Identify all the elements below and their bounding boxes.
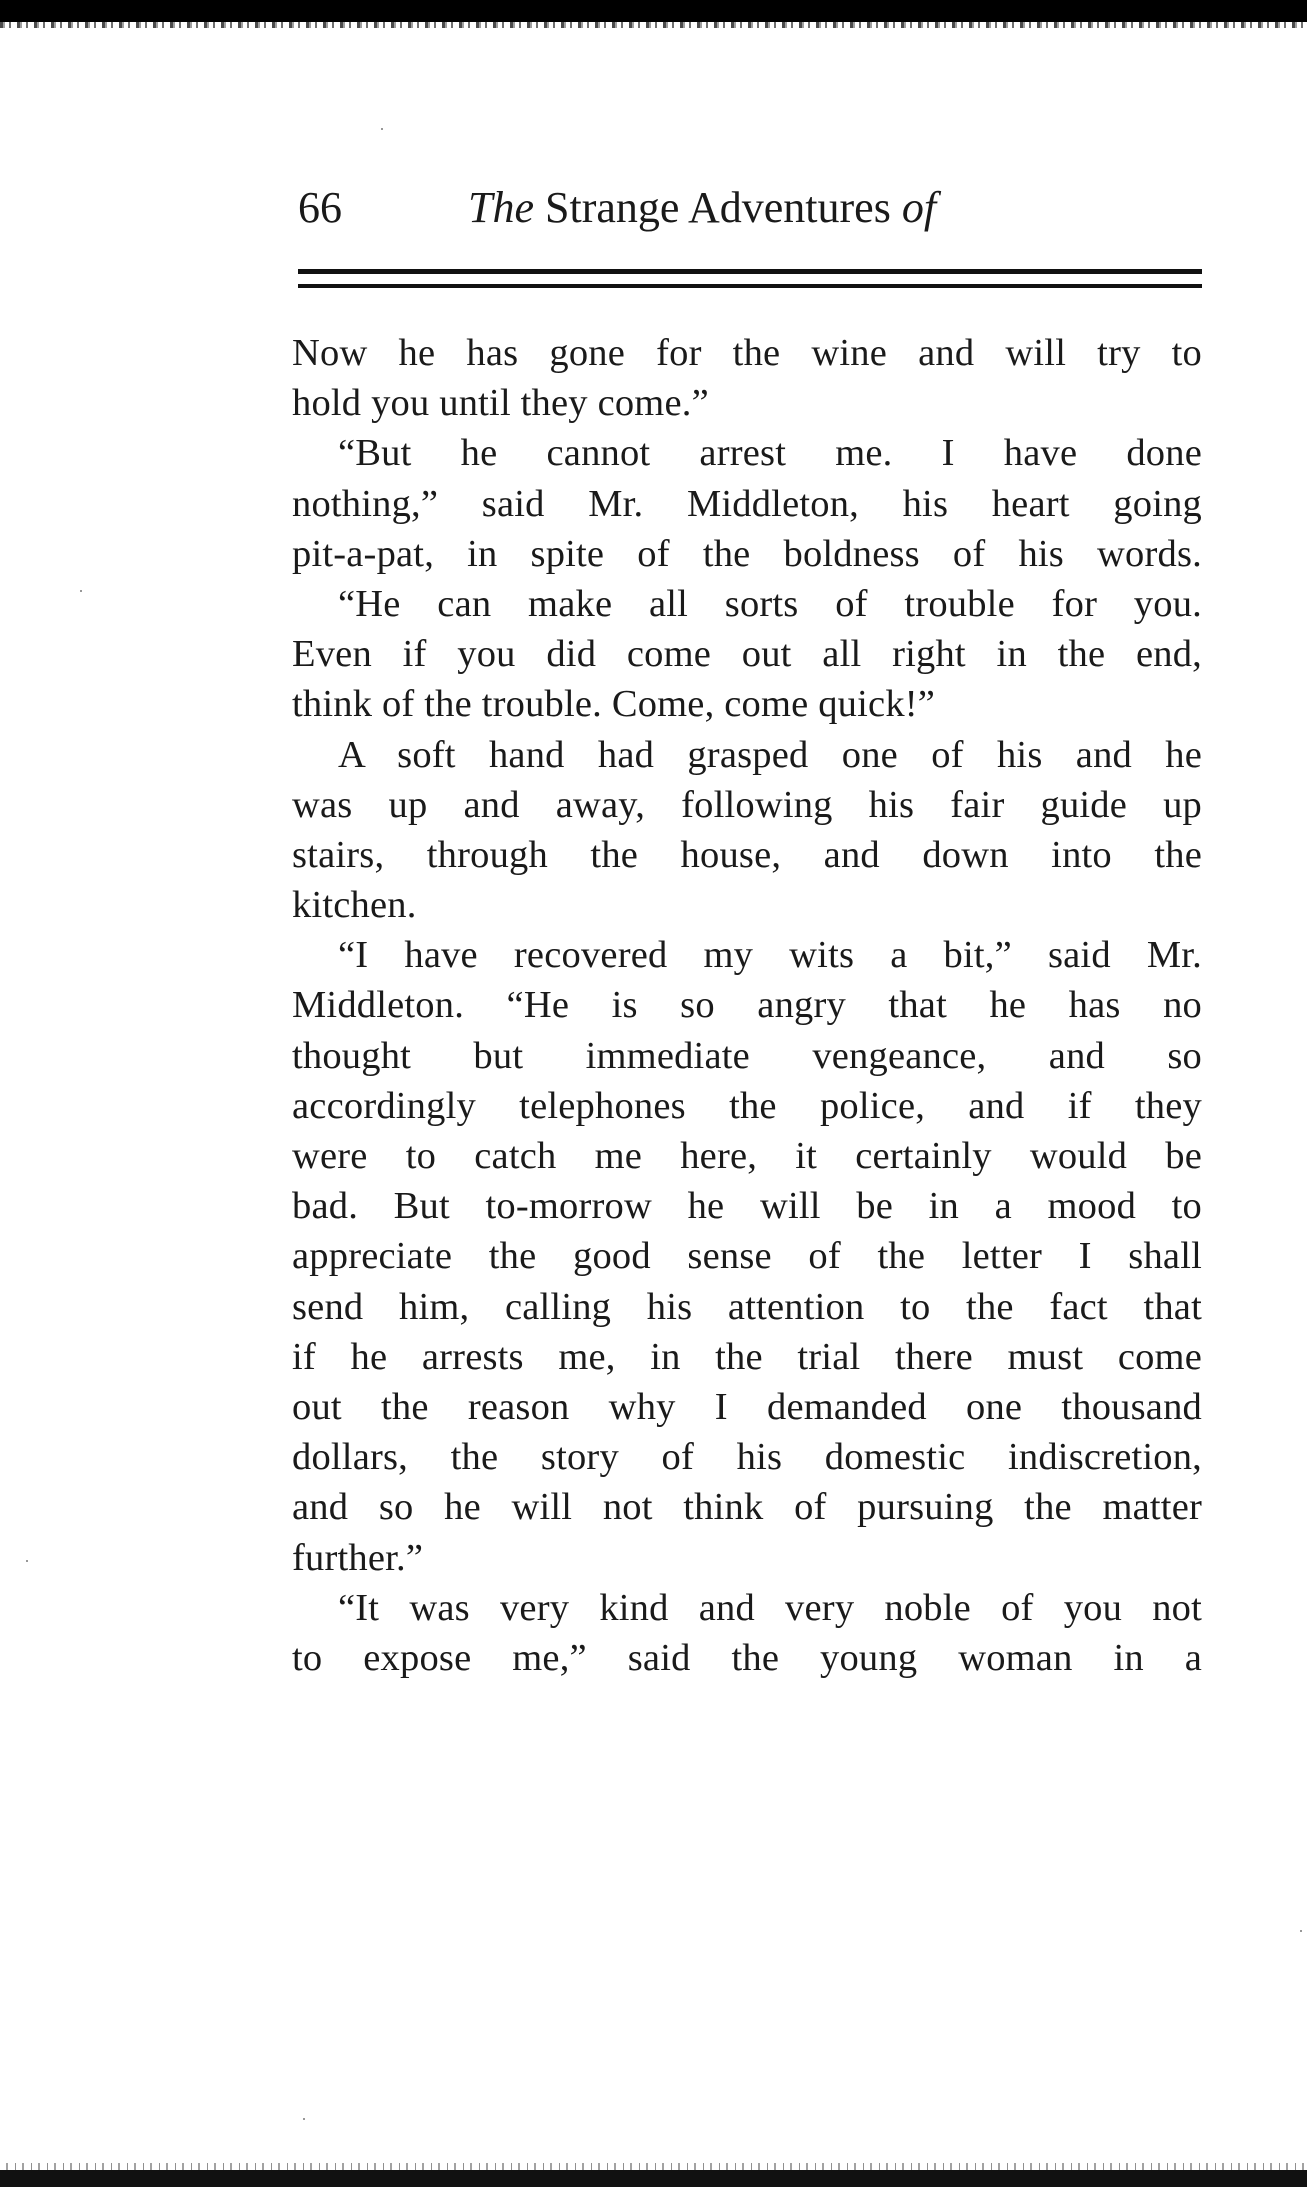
- header-rule-thin: [298, 284, 1202, 288]
- scan-speck: [303, 2118, 305, 2120]
- book-title-main: Strange Adventures: [545, 183, 891, 232]
- text-line: thought but immediate vengeance, and so: [292, 1034, 1202, 1077]
- text-line: Now he has gone for the wine and will try to: [292, 332, 1202, 374]
- text-line: send him, calling his attention to the fact that: [292, 1285, 1202, 1328]
- text-line: stairs, through the house, and down into the: [292, 833, 1202, 876]
- page-number: 66: [298, 183, 342, 232]
- text-line: “It was very kind and very noble of you not: [338, 1586, 1202, 1629]
- text-line: “But he cannot arrest me. I have done: [338, 432, 1202, 475]
- text-line: appreciate the good sense of the letter I shall: [292, 1235, 1202, 1278]
- text-line: pit-a-pat, in spite of the boldness of his words.: [292, 532, 1202, 575]
- book-title: [468, 178, 936, 238]
- text-line: bad. But to-morrow he will be in a mood to: [292, 1185, 1202, 1228]
- text-line: nothing,” said Mr. Middleton, his heart going: [292, 482, 1202, 525]
- text-line: Middleton. “He is so angry that he has no: [292, 984, 1202, 1027]
- text-line: A soft hand had grasped one of his and he: [338, 733, 1202, 776]
- scan-speck: [26, 1560, 28, 1562]
- text-line: hold you until they come.”: [292, 382, 709, 425]
- book-title-the: The: [468, 183, 534, 232]
- scan-speck: [80, 590, 82, 592]
- text-line: if he arrests me, in the trial there must come: [292, 1335, 1202, 1378]
- text-line: further.”: [292, 1536, 424, 1579]
- text-line: think of the trouble. Come, come quick!”: [292, 683, 936, 726]
- text-line: kitchen.: [292, 884, 417, 927]
- scan-border-bottom-fray: [0, 2163, 1307, 2170]
- text-line: Even if you did come out all right in the end,: [292, 633, 1202, 676]
- book-title-of: of: [901, 183, 937, 232]
- text-line: to expose me,” said the young woman in a: [292, 1636, 1202, 1679]
- text-line: was up and away, following his fair guide up: [292, 783, 1202, 826]
- scan-border-top: [0, 0, 1307, 22]
- text-line: out the reason why I demanded one thousand: [292, 1385, 1202, 1428]
- text-line: and so he will not think of pursuing the matter: [292, 1486, 1202, 1529]
- scan-border-bottom: [0, 2170, 1307, 2187]
- text-line: were to catch me here, it certainly would be: [292, 1135, 1202, 1177]
- body-text: [292, 328, 1202, 1683]
- scan-border-top-fray: [0, 22, 1307, 28]
- text-line: “He can make all sorts of trouble for you.: [338, 582, 1202, 625]
- header-rule-thick: [298, 269, 1202, 274]
- text-line: “I have recovered my wits a bit,” said Mr.: [338, 934, 1202, 977]
- scan-speck: [381, 128, 383, 130]
- running-head: [298, 178, 1198, 238]
- text-line: accordingly telephones the police, and if they: [292, 1084, 1202, 1127]
- text-line: dollars, the story of his domestic indiscretion,: [292, 1436, 1202, 1479]
- scan-speck: [1300, 1930, 1302, 1932]
